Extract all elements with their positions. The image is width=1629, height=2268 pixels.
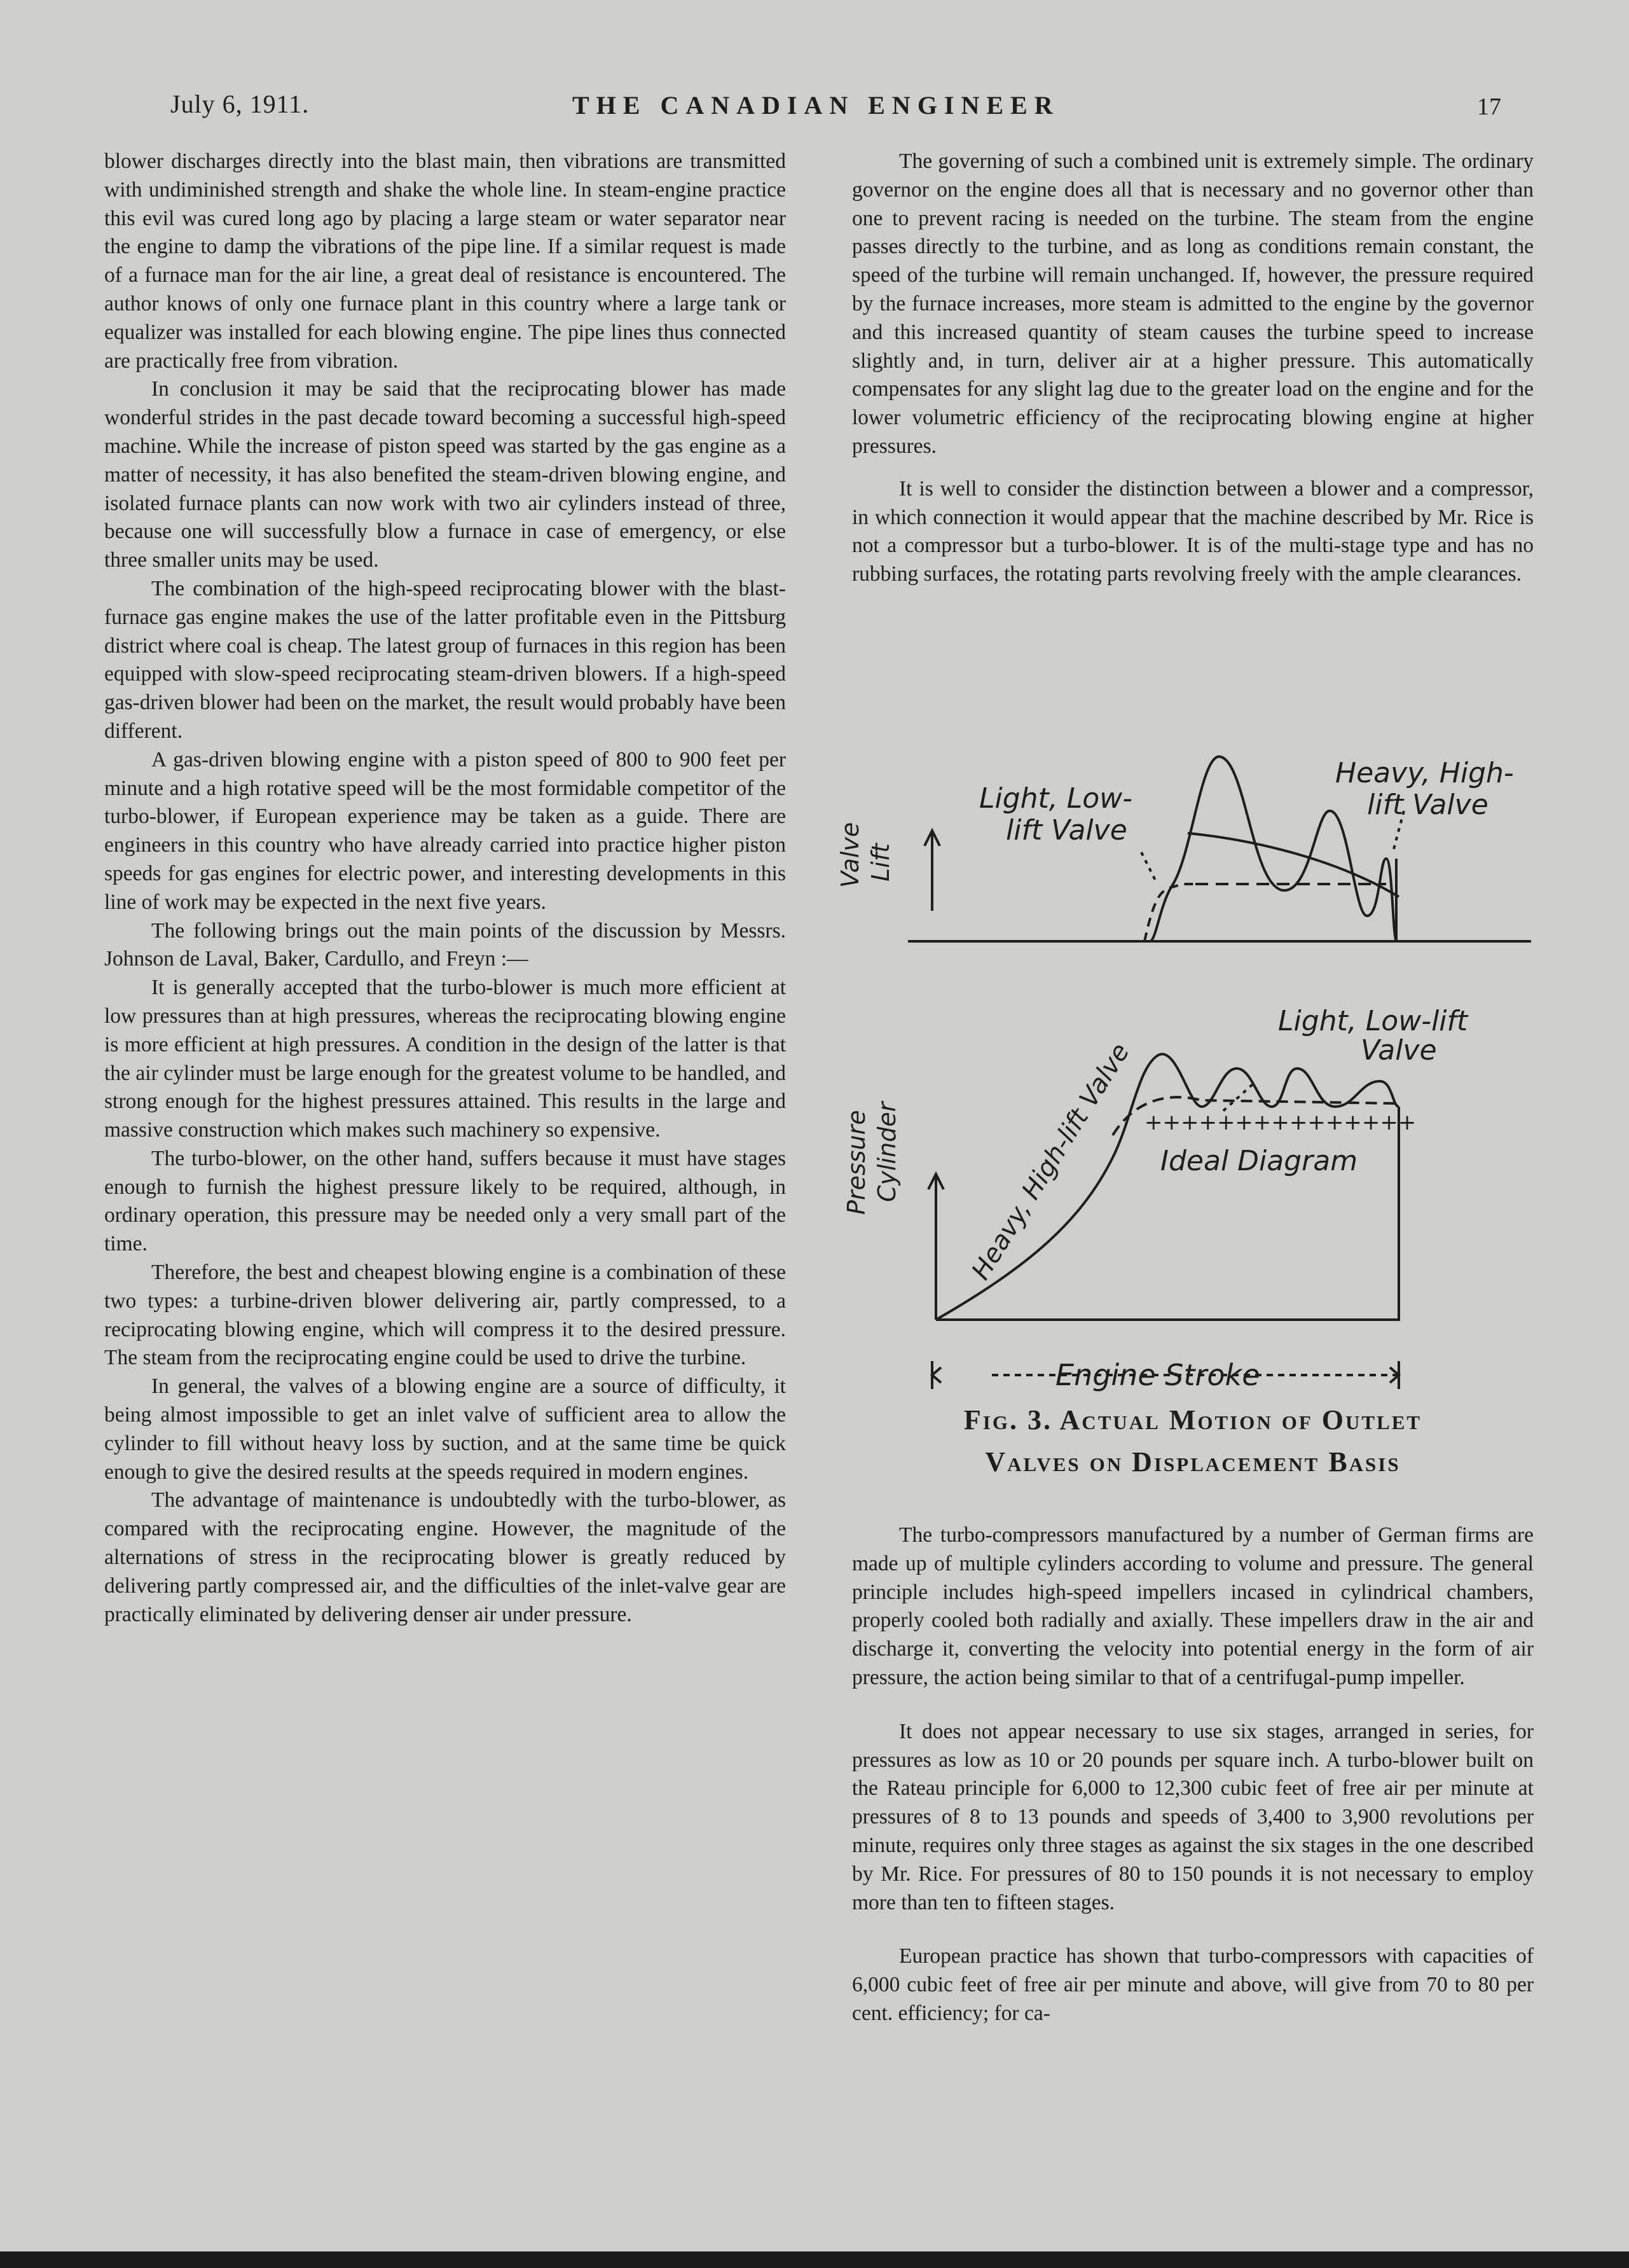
bottom-ylabel-1: Pressure	[842, 1110, 870, 1215]
paragraph: It is well to consider the distinction between a blower and a compressor, in which connection it would appear that the machine described by Mr. Rice is not a compressor but a turbo-blower. It is of the multi-stage type and has no rubbing surfaces, the rotating parts revolving freely with the ample clearances.	[852, 476, 1534, 586]
paragraph: The combination of the high-speed reciprocating blower with the blast-furnace gas engine makes the use of the latter profitable even in the Pittsburg district where coal is cheap. The latest group of furnaces in this region has been equipped with slow-speed reciprocating steam-driven blowers. If a high-speed gas-driven blower had been on the market, the result would probably have been different.	[104, 576, 786, 743]
top-ylabel-2: Lift	[867, 843, 895, 882]
paragraph: It is generally accepted that the turbo-blower is much more efficient at low pressures than at high pressures, whereas the reciprocating blowing engine is more efficient at high pressures. A condition in the design of the latter is that the air cylinder must be large enough for the greatest volume to be handled, and strong enough for the highest pressures attained. This results in the large and massive construction which makes such machinery so expensive.	[104, 976, 786, 1142]
paragraph: In general, the valves of a blowing engine are a source of difficulty, it being almost impossible to get an inlet valve of sufficient area to allow the cylinder to fill without heavy loss by suction, and at the same time be quick enough to give the desired results at the speeds required in modern engines.	[104, 1374, 786, 1484]
paragraph: blower discharges directly into the blast main, then vibrations are transmitted with undiminished strength and shake the whole line. In steam-engine practice this evil was cured long ago by placing a large steam or water separator near the engine to damp the vibrations of the pipe line. If a similar request is made of a furnace man for the air line, a great deal of resistance is encountered. The author knows of only one furnace plant in this country where a large tank or equalizer was installed for each blowing engine. The pipe lines thus connected are practically free from vibration.	[104, 149, 786, 373]
figure-caption	[839, 1399, 1546, 1483]
caption-line-2: Valves on Displacement Basis	[985, 1446, 1401, 1477]
bottom-heavy-label: Heavy, High-lift Valve	[966, 1038, 1136, 1285]
right-column-bottom	[852, 1521, 1534, 2028]
bottom-ylabel-2: Cylinder	[873, 1102, 901, 1202]
running-header	[0, 89, 1629, 127]
stroke-arrowhead-left	[932, 1367, 941, 1383]
caption-line-1: Fig. 3. Actual Motion of Outlet	[963, 1404, 1422, 1435]
figure-valve-diagrams	[836, 738, 1546, 1437]
top-light-label-2: lift Valve	[1006, 814, 1127, 847]
top-dashed-start	[1144, 884, 1195, 941]
paragraph: The advantage of maintenance is undoubtedly with the turbo-blower, as compared with the reciprocating engine. However, the magnitude of the alternations of stress in the reciprocating blower is greatly reduced by delivering partly compressed air, and the difficulties of the inlet-valve gear are practically eliminated by delivering denser air under pressure.	[104, 1488, 786, 1626]
top-heavy-label-2: lift Valve	[1367, 789, 1488, 821]
engine-stroke-label: Engine Stroke	[1055, 1358, 1260, 1392]
paragraph: The governing of such a combined unit is extremely simple. The ordinary governor on the engine does all that is necessary and no governor other than one to prevent racing is needed on the turbine. The steam from the engine passes directly to the turbine, and as long as conditions remain constant, the speed of the turbine will remain unchanged. If, however, the pressure required by the furnace increases, more steam is admitted to the engine by the governor and this increased quantity of steam causes the turbine speed to increase slightly and, in turn, deliver air at a higher pressure. This automatically compensates for any slight lag due to the greater load on the engine and for the lower volumetric efficiency of the reciprocating blowing engine at higher pressures.	[852, 149, 1534, 458]
journal-title: THE CANADIAN ENGINEER	[572, 91, 1060, 120]
issue-date: July 6, 1911.	[170, 90, 310, 118]
paragraph: A gas-driven blowing engine with a piston speed of 800 to 900 feet per minute and a high rotative speed will be the most formidable competitor of the turbo-blower, if European experience may be taken as a guide. There are engineers in this country who have already carried into practice higher piston speeds for gas engines for electric power, and interesting developments in this line of work may be expected in the next five years.	[104, 747, 786, 914]
bottom-light-label: Light, Low-lift	[1278, 1005, 1468, 1037]
top-light-label: Light, Low-	[979, 782, 1133, 815]
light-low-leader	[1221, 1084, 1253, 1113]
scan-edge	[0, 2251, 1629, 2268]
paragraph: European practice has shown that turbo-compressors with capacities of 6,000 cubic feet of free air per minute and above, will give from 70 to 80 per cent. efficiency; for ca-	[852, 1944, 1534, 2025]
actual-pressure-curve	[936, 1054, 1399, 1320]
light-leader	[1141, 852, 1157, 884]
paragraph: In conclusion it may be said that the reciprocating blower has made wonderful strides in the past decade toward becoming a successful high-speed machine. While the increase of piston speed was started by the gas engine as a matter of necessity, it has also benefited the steam-driven blowing engine, and isolated furnace plants can now work with two air cylinders instead of three, because one will successfully blow a furnace in case of emergency, or else three smaller units may be used.	[104, 377, 786, 572]
paragraph: The following brings out the main points of the discussion by Messrs. Johnson de Laval, Baker, Cardullo, and Freyn :—	[104, 918, 786, 971]
page-number: 17	[1477, 93, 1501, 120]
bottom-light-label-2: Valve	[1361, 1034, 1437, 1067]
figure-drawing	[836, 738, 1546, 1399]
paragraph: The turbo-compressors manufactured by a number of German firms are made up of multiple cylinders according to volume and pressure. The general principle includes high-speed impellers incased in cylindrical chambers, properly cooled both radially and axially. These impellers draw in the air and discharge it, converting the velocity into potential energy in the form of air pressure, the action being similar to that of a centrifugal-pump impeller.	[852, 1523, 1534, 1689]
bottom-right-edge	[1202, 1107, 1399, 1320]
ideal-marks: +++++++++++++++	[1144, 1110, 1417, 1135]
top-heavy-label: Heavy, High-	[1335, 757, 1514, 789]
ideal-plus-marks	[1144, 1110, 1416, 1135]
paragraph: The turbo-blower, on the other hand, suffers because it must have stages enough to furnish the highest pressure likely to be required, although, in ordinary operation, this pressure may be needed only a very small part of the time.	[104, 1146, 786, 1256]
ideal-diagram-label: Ideal Diagram	[1160, 1145, 1358, 1177]
paragraph: Therefore, the best and cheapest blowing engine is a combination of these two types: a turbine-driven blower delivering air, partly compressed, to a reciprocating blowing engine, which will compress it to the desired pressure. The steam from the reciprocating engine could be used to drive the turbine.	[104, 1261, 786, 1370]
paragraph: It does not appear necessary to use six stages, arranged in series, for pressures as low as 10 or 20 pounds per square inch. A turbo-blower built on the Rateau principle for 6,000 to 12,300 cubic feet of free air per minute at pressures of 8 to 13 pounds and speeds of 3,400 to 3,900 revolutions per minute, requires only three stages as against the six stages in the one described by Mr. Rice. For pressures of 80 to 150 pounds it is not necessary to employ more than ten to fifteen stages.	[852, 1719, 1534, 1914]
top-ylabel-1: Valve	[836, 822, 864, 888]
left-column	[104, 148, 786, 1629]
right-column-top	[852, 148, 1534, 589]
